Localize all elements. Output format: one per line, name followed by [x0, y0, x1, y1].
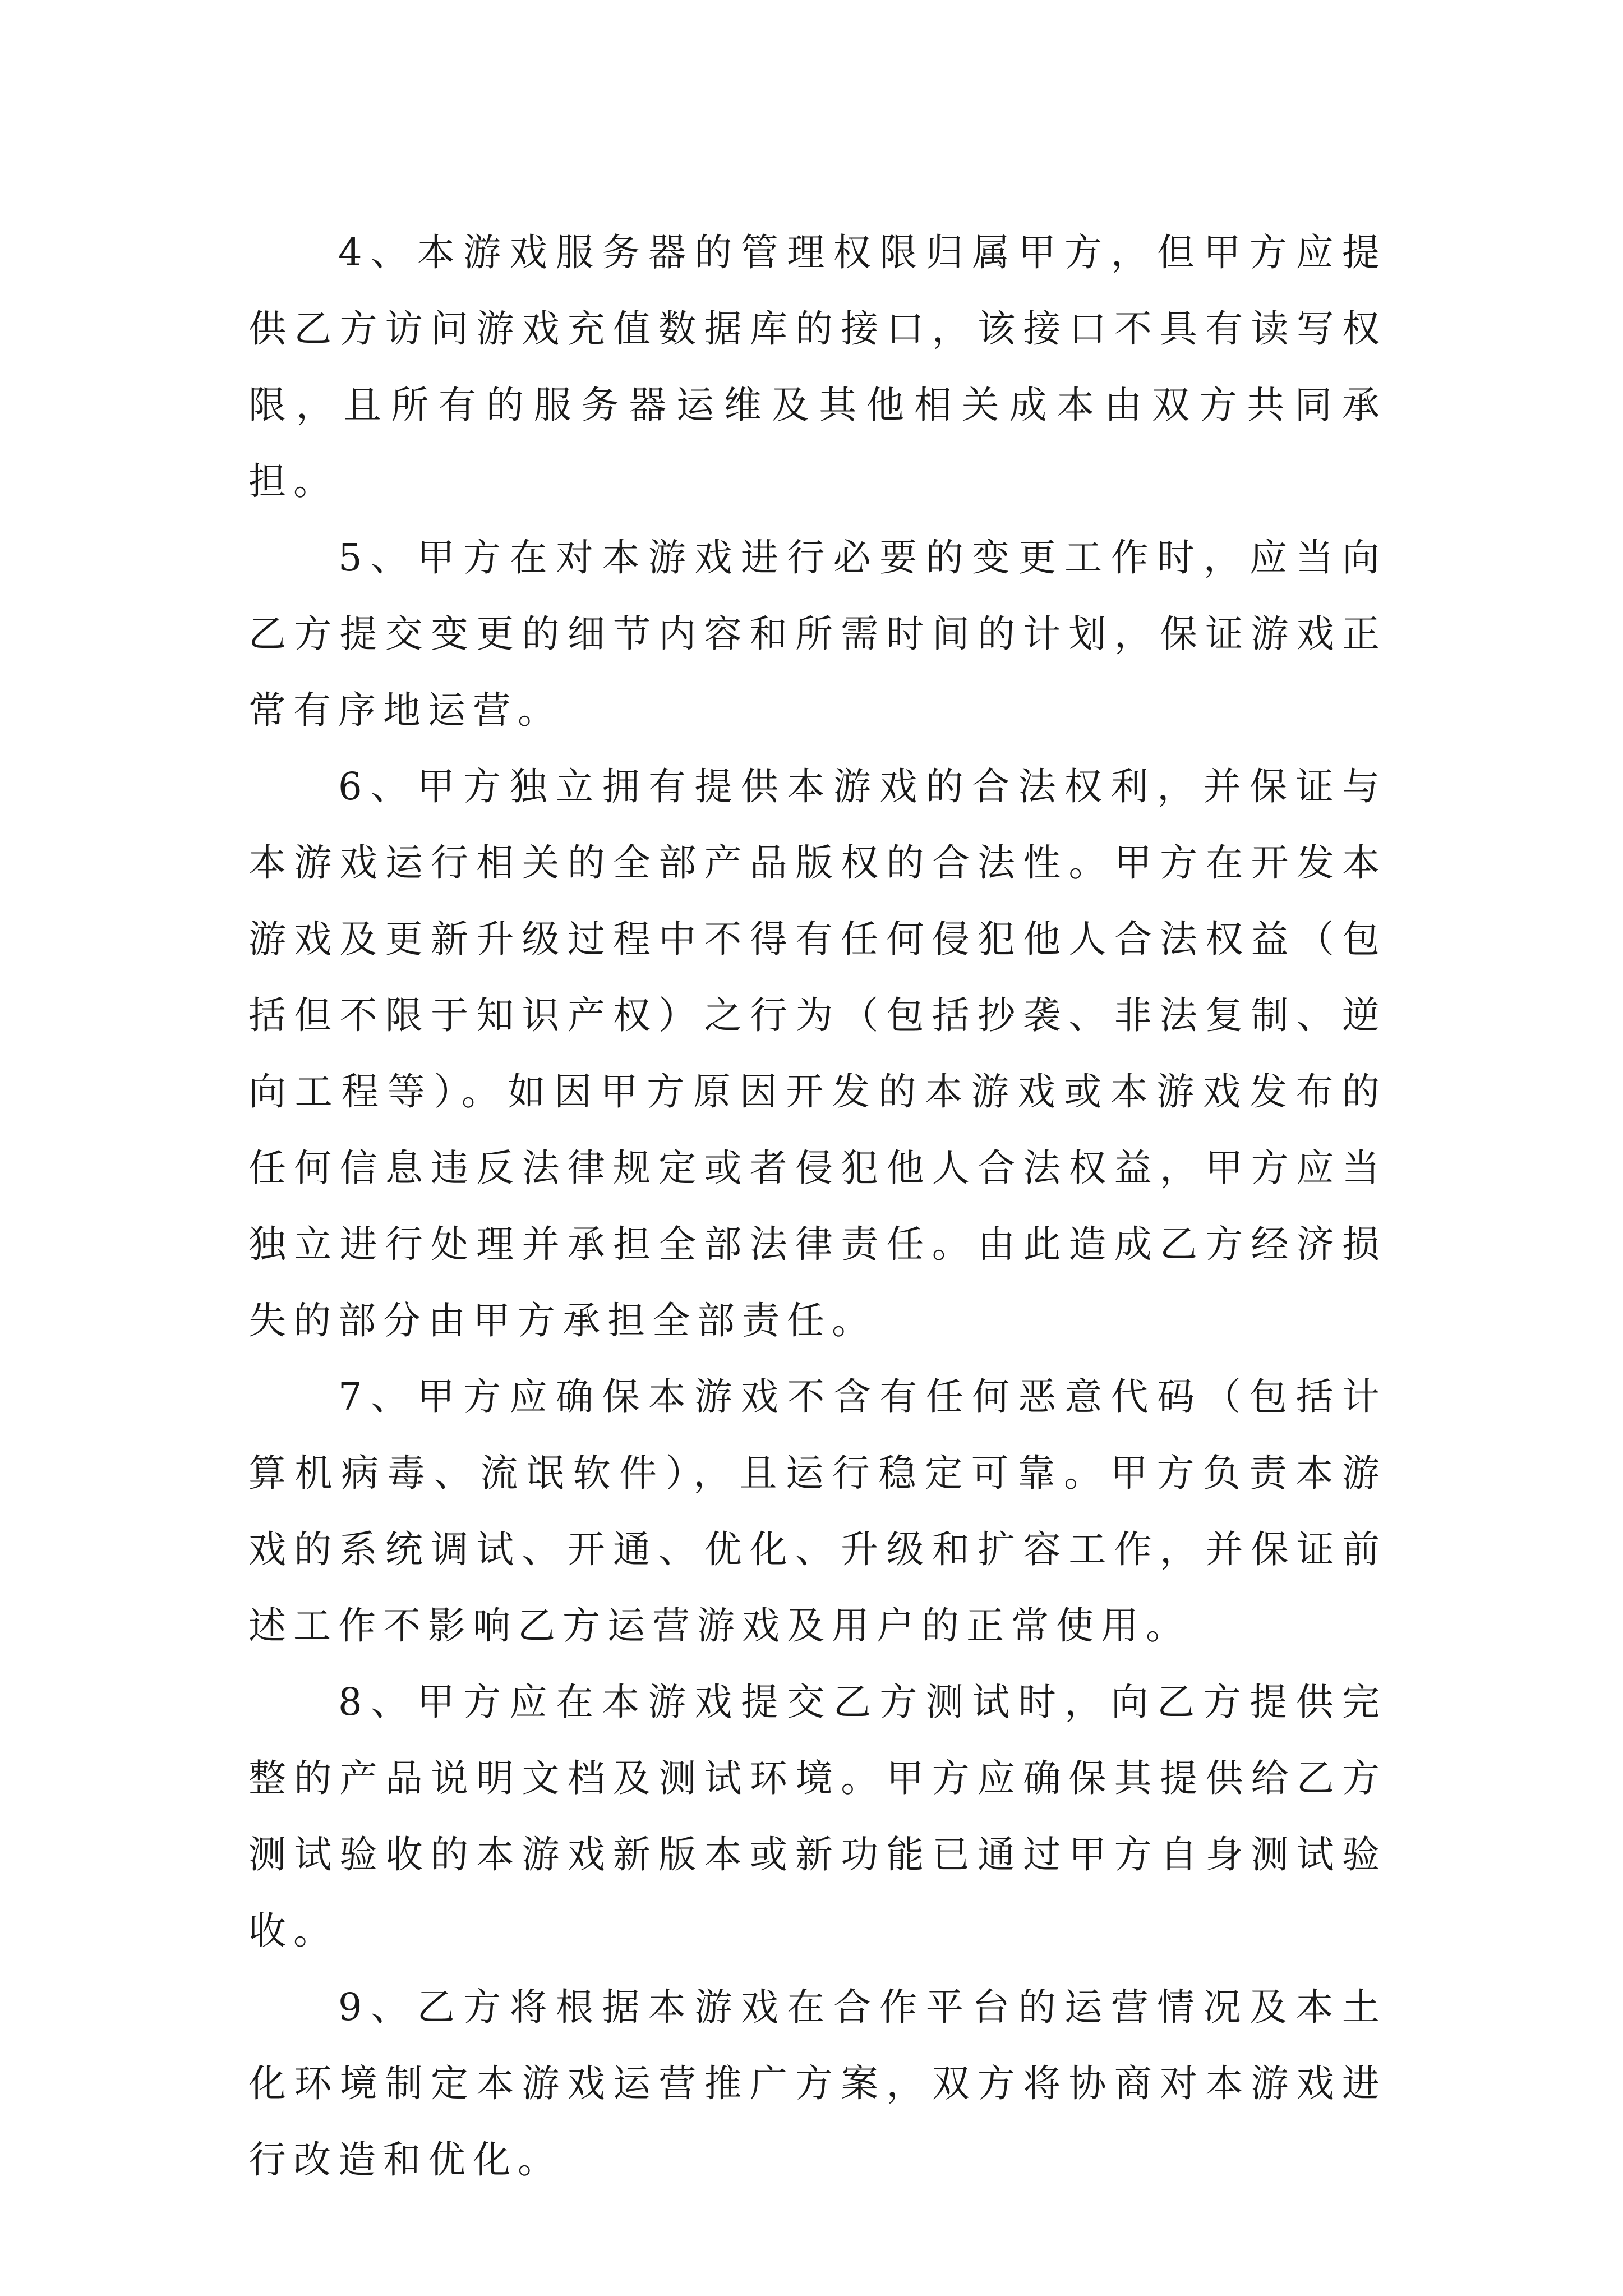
clause-5: 5、甲方在对本游戏进行必要的变更工作时，应当向乙方提交变更的细节内容和所需时间的计划，保证游戏正常有序地运营。 — [248, 536, 1387, 732]
clause-8: 8、甲方应在本游戏提交乙方测试时，向乙方提供完整的产品说明文档及测试环境。甲方应确保其提供给乙方测试验收的本游戏新版本或新功能已通过甲方自身测试验收。 — [248, 1680, 1387, 1953]
clause-7: 7、甲方应确保本游戏不含有任何恶意代码（包括计算机病毒、流氓软件），且运行稳定可靠。甲方负责本游戏的系统调试、开通、优化、升级和扩容工作，并保证前述工作不影响乙方运营游戏及用户的正常使用。 — [248, 1375, 1387, 1648]
document-body — [248, 214, 1387, 2198]
clause-6: 6、甲方独立拥有提供本游戏的合法权利，并保证与本游戏运行相关的全部产品版权的合法性。甲方在开发本游戏及更新升级过程中不得有任何侵犯他人合法权益（包括但不限于知识产权）之行为（包括抄袭、非法复制、逆向工程等）。如因甲方原因开发的本游戏或本游戏发布的任何信息违反法律规定或者侵犯他人合法权益，甲方应当独立进行处理并承担全部法律责任。由此造成乙方经济损失的部分由甲方承担全部责任。 — [248, 765, 1387, 1342]
clause-9: 9、乙方将根据本游戏在合作平台的运营情况及本土化环境制定本游戏运营推广方案，双方将协商对本游戏进行改造和优化。 — [248, 1985, 1387, 2182]
clause-4: 4、本游戏服务器的管理权限归属甲方，但甲方应提供乙方访问游戏充值数据库的接口，该接口不具有读写权限，且所有的服务器运维及其他相关成本由双方共同承担。 — [248, 231, 1387, 503]
